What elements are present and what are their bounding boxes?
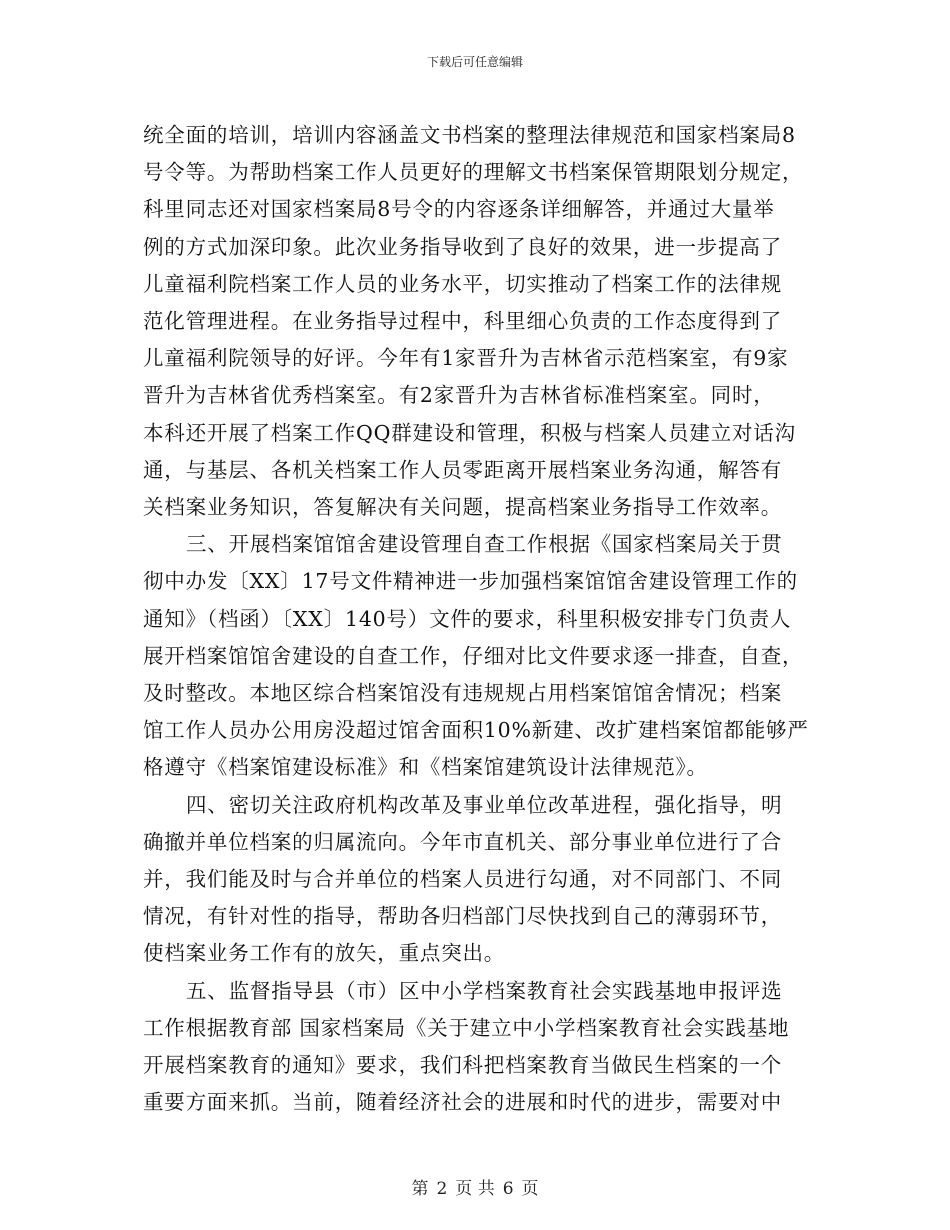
section-three-first-line: 三、开展档案馆馆舍建设管理自查工作根据《国家档案局关于贯 [186,532,783,557]
page-label-pre: 第 [411,1179,429,1199]
body-line: 例的方式加深印象。此次业务指导收到了良好的效果，进一步提高了 [143,234,782,259]
body-line: 重要方面来抓。当前，随着经济社会的进展和时代的进步，需要对中 [143,1090,782,1115]
page-header: 下载后可任意编辑 [426,55,523,69]
section-four-first-line: 四、密切关注政府机构改革及事业单位改革进程，强化指导，明 [186,792,783,817]
body-line: 开展档案教育的通知》要求，我们科把档案教育当做民生档案的一个 [143,1053,782,1078]
body-line: 馆工作人员办公用房没超过馆舍面积10%新建、改扩建档案馆都能够严 [143,718,809,743]
body-line: 格遵守《档案馆建设标准》和《档案馆建筑设计法律规范》。 [143,755,708,780]
body-line: 通知》（档函）〔XX〕140号）文件的要求，科里积极安排专门负责人 [143,606,792,631]
body-line: 展开档案馆馆舍建设的自查工作，仔细对比文件要求逐一排查，自查， [143,643,804,668]
document-body [143,117,813,1121]
page-total-number: 6 [502,1179,514,1199]
body-line: 彻中办发〔XX〕17号文件精神进一步加强档案馆馆舍建设管理工作的 [143,569,798,594]
body-line: 儿童福利院领导的好评。今年有1家晋升为吉林省示范档案室，有9家 [143,346,789,371]
body-line: 晋升为吉林省优秀档案室。有2家晋升为吉林省标准档案室。同时， [143,383,775,408]
body-line: 情况，有针对性的指导，帮助各归档部门尽快找到自己的薄弱环节， [143,904,782,929]
body-line: 范化管理进程。在业务指导过程中，科里细心负责的工作态度得到了 [143,309,782,334]
body-line: 号令等。为帮助档案工作人员更好的理解文书档案保管期限划分规定， [143,160,804,185]
body-line: 并，我们能及时与合并单位的档案人员进行勾通，对不同部门、不同 [143,867,782,892]
body-line: 及时整改。本地区综合档案馆没有违规规占用档案馆馆舍情况；档案 [143,681,782,706]
body-line: 工作根据教育部 国家档案局《关于建立中小学档案教育社会实践基地 [143,1015,790,1040]
body-line: 统全面的培训，培训内容涵盖文书档案的整理法律规范和国家档案局8 [143,123,796,147]
page-footer [0,1178,950,1200]
body-line: 通，与基层、各机关档案工作人员零距离开展档案业务沟通，解答有 [143,457,782,482]
page-label-post: 页 [521,1179,539,1199]
body-line: 科里同志还对国家档案局8号令的内容逐条详细解答，并通过大量举 [143,197,775,222]
body-line: 本科还开展了档案工作QQ群建设和管理，积极与档案人员建立对话沟 [143,420,796,445]
body-line: 确撤并单位档案的归属流向。今年市直机关、部分事业单位进行了合 [143,829,782,854]
body-line: 使档案业务工作有的放矢，重点突出。 [143,941,506,966]
section-five-first-line: 五、监督指导县（市）区中小学档案教育社会实践基地申报评选 [186,978,783,1003]
page-current-number: 2 [436,1179,448,1199]
body-line: 儿童福利院档案工作人员的业务水平，切实推动了档案工作的法律规 [143,271,782,296]
page-label-mid: 页 共 [455,1179,495,1199]
body-line: 关档案业务知识，答复解决有关问题，提高档案业务指导工作效率。 [143,495,782,520]
